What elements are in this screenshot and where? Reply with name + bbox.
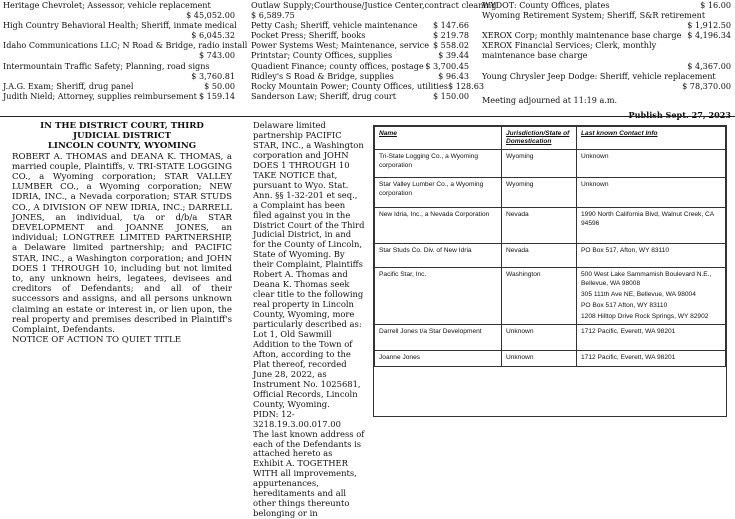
defendant-contact bbox=[577, 268, 726, 325]
table-row bbox=[375, 351, 726, 366]
table-row bbox=[375, 268, 726, 325]
parcel-id: PIDN: 12-3218.19.3.00.017.00 bbox=[253, 408, 341, 429]
publish-date: Publish Sept. 27, 2023 bbox=[628, 109, 731, 120]
claim-amount-row: $ 743.00 bbox=[198, 50, 235, 61]
defendant-jurisdiction: Washington bbox=[502, 268, 577, 325]
defendant-contact: PO Box 517, Afton, WY 83110 bbox=[577, 244, 726, 268]
notice-paragraph: Delaware limited partnership PACIFIC STAR, INC., a Washington corporation and JOHN DOES 1 THROUGH 10 bbox=[253, 120, 364, 170]
defendant-name: New Idria, Inc., a Nevada Corporation bbox=[375, 208, 502, 244]
claim-amount-row: $ 6,045.32 bbox=[191, 30, 235, 41]
defendant-jurisdiction: Wyoming bbox=[502, 178, 577, 208]
court-heading: IN THE DISTRICT COURT, THIRD bbox=[40, 121, 204, 131]
defendant-name: Star Valley Lumber Co., a Wyoming corporation bbox=[375, 178, 502, 208]
legal-description: Lot 1, Old Sawmill Addition to the Town of Afton, according to the Plat thereof, recorded June 28, 2022, as Instrument No. 1025681, Official Records, Lincoln County, Wyoming. bbox=[253, 329, 361, 409]
defendant-jurisdiction: Nevada bbox=[502, 244, 577, 268]
table-row bbox=[375, 178, 726, 208]
column-header-contact: Last known Contact Info bbox=[577, 127, 726, 150]
notice-title: NOTICE OF ACTION TO QUIET TITLE bbox=[12, 335, 181, 346]
exhibit-a-table bbox=[373, 125, 727, 417]
claim-row: WYDOT: County Offices, plates $ 16.00 bbox=[482, 0, 731, 10]
address: 500 West Lake Sammamish Boulevard N.E., Bellevue, WA 98008 bbox=[581, 271, 712, 287]
claims-column-2 bbox=[251, 0, 497, 101]
claim-row: XEROX Corp; monthly maintenance base charge $ 4,196.34 bbox=[482, 30, 731, 41]
defendant-contact: 1712 Pacific, Everett, WA 98201 bbox=[577, 351, 726, 366]
notice-paragraph: TAKE NOTICE that, pursuant to Wyo. Stat. Ann. §§ 1-32-201 et seq., a Complaint has been filed against you in the District Court of the Third Judicial District, in and for the County of Lincoln, State of Wyoming. By their Complaint, Plaintiffs Robert A. Thomas and Deana K. Thomas seek clear title to the following real property in Lincoln County, Wyoming, more particularly described as: bbox=[253, 169, 365, 330]
claim-row: Printstar; County Offices, supplies $ 39.44 bbox=[251, 50, 469, 61]
defendant-name: Darrell Jones t/a Star Development bbox=[375, 325, 502, 351]
defendant-name: Joanne Jones bbox=[375, 351, 502, 366]
claims-column-1 bbox=[3, 0, 248, 101]
table-row bbox=[375, 325, 726, 351]
claim-row: Judith Nield; Attorney, supplies reimbursement $ 159.14 bbox=[3, 90, 235, 101]
claim-row: Outlaw Supply;Courthouse/Justice Center,contract cleaning bbox=[251, 0, 497, 10]
address: 1208 Hilltop Drive Rock Springs, WY 82902 bbox=[581, 313, 709, 321]
defendant-jurisdiction: Unknown bbox=[502, 325, 577, 351]
claim-row: Quadient Finance; county offices, postage $ 3,700.45 bbox=[251, 60, 469, 71]
claims-column-3 bbox=[482, 0, 731, 120]
defendant-jurisdiction: Nevada bbox=[502, 208, 577, 244]
defendant-name: Star Studs Co. Div. of New Idria bbox=[375, 244, 502, 268]
defendant-jurisdiction: Unknown bbox=[502, 351, 577, 366]
defendant-contact: 1712 Pacific, Everett, WA 98201 bbox=[577, 325, 726, 351]
defendant-name: Tri-State Logging Co., a Wyoming corporation bbox=[375, 150, 502, 178]
case-parties: ROBERT A. THOMAS and DEANA K. THOMAS, a married couple, Plaintiffs, v. TRI-STATE LOGGING CO., a Wyoming corporation; STAR VALLEY LUMBER CO., a Wyoming corporation; NEW IDRIA, INC., a Nevada corporation; STAR STUDS CO., A DIVISION OF NEW IDRIA, INC.; DARRELL JONES, an individual, t/a or d/b/a STAR DEVELOPMENT and JOANNE JONES, an individual; LONGTREE LIMITED PARTNERSHIP, a Delaware limited partnership; and PACIFIC STAR, INC., a Washington corporation; and JOHN DOES 1 THROUGH 10, including but not limited to, any unknown heirs, legatees, devisees and creditors of Defendants; and all of their successors and assigns, and all persons unknown claiming an estate or interest in, or lien upon, the real property and premises described in Plaintiff's Complaint, Defendants. bbox=[12, 151, 232, 336]
court-heading: JUDICIAL DISTRICT bbox=[72, 131, 172, 142]
claim-amount-row: $ 78,370.00 bbox=[682, 80, 731, 91]
defendant-contact: Unknown bbox=[577, 150, 726, 178]
claim-row: Rocky Mountain Power; County Offices, utilities $ 128.63 bbox=[251, 80, 485, 91]
notice-body bbox=[253, 121, 365, 519]
claim-amount-row: $ 1,912.50 bbox=[687, 20, 731, 31]
defendant-jurisdiction: Wyoming bbox=[502, 150, 577, 178]
claim-row: Idaho Communications LLC; N Road & Bridge, radio install bbox=[3, 40, 248, 51]
address: PO Box 517 Afton, WY 83110 bbox=[581, 302, 668, 310]
meeting-adjourned: Meeting adjourned at 11:19 a.m. bbox=[482, 94, 618, 105]
address: 305 111th Ave NE, Bellevue, WA 98004 bbox=[581, 290, 696, 298]
claim-row: Intermountain Traffic Safety; Planning, road signs bbox=[3, 60, 210, 71]
claim-amount-row: $ 6,589.75 bbox=[251, 10, 295, 21]
defendant-contact: 1990 North California Blvd, Walnut Creek, CA 94596 bbox=[577, 208, 726, 244]
claim-row: Pocket Press; Sheriff, books $ 219.78 bbox=[251, 30, 469, 41]
table-row bbox=[375, 150, 726, 178]
claim-amount-row: $ 45,052.00 bbox=[186, 10, 235, 21]
claim-row: Power Systems West; Maintenance, service $ 558.02 bbox=[251, 40, 469, 51]
column-header-jurisdiction: Jurisdiction/State of Domestication bbox=[502, 127, 577, 150]
court-caption bbox=[12, 121, 232, 345]
table-row bbox=[375, 244, 726, 268]
claim-amount-row: $ 4,367.00 bbox=[687, 60, 731, 71]
column-header-name: Name bbox=[375, 127, 502, 150]
claim-row: Wyoming Retirement System; Sheriff, S&R retirement bbox=[482, 10, 706, 21]
claim-row: Ridley's S Road & Bridge, supplies $ 96.43 bbox=[251, 70, 469, 81]
claim-row: Young Chrysler Jeep Dodge: Sheriff, vehicle replacement bbox=[482, 70, 716, 81]
claim-amount-row: $ 3,760.81 bbox=[191, 70, 235, 81]
section-divider bbox=[0, 116, 735, 117]
defendant-contact: Unknown bbox=[577, 178, 726, 208]
claim-row: Petty Cash; Sheriff, vehicle maintenance $ 147.66 bbox=[251, 20, 469, 31]
claim-row: XEROX Financial Services; Clerk, monthly maintenance base charge bbox=[482, 40, 657, 61]
table-row bbox=[375, 208, 726, 244]
claim-row: J.A.G. Exam; Sheriff, drug panel $ 50.00 bbox=[3, 80, 235, 91]
notice-paragraph: The last known address of each of the Defendants is attached hereto as Exhibit A. TOGETHER WITH all improvements, appurtenances, hereditaments and all other things thereunto belonging or in bbox=[253, 428, 365, 519]
claim-row: Heritage Chevrolet; Assessor, vehicle replacement bbox=[3, 0, 211, 10]
court-heading: LINCOLN COUNTY, WYOMING bbox=[47, 141, 197, 152]
table-header-row bbox=[375, 127, 726, 150]
claim-row: Sanderson Law; Sheriff, drug court $ 150.00 bbox=[251, 90, 469, 101]
defendant-name: Pacific Star, Inc. bbox=[375, 268, 502, 325]
claim-row: High Country Behavioral Health; Sheriff, inmate medical bbox=[3, 20, 237, 31]
